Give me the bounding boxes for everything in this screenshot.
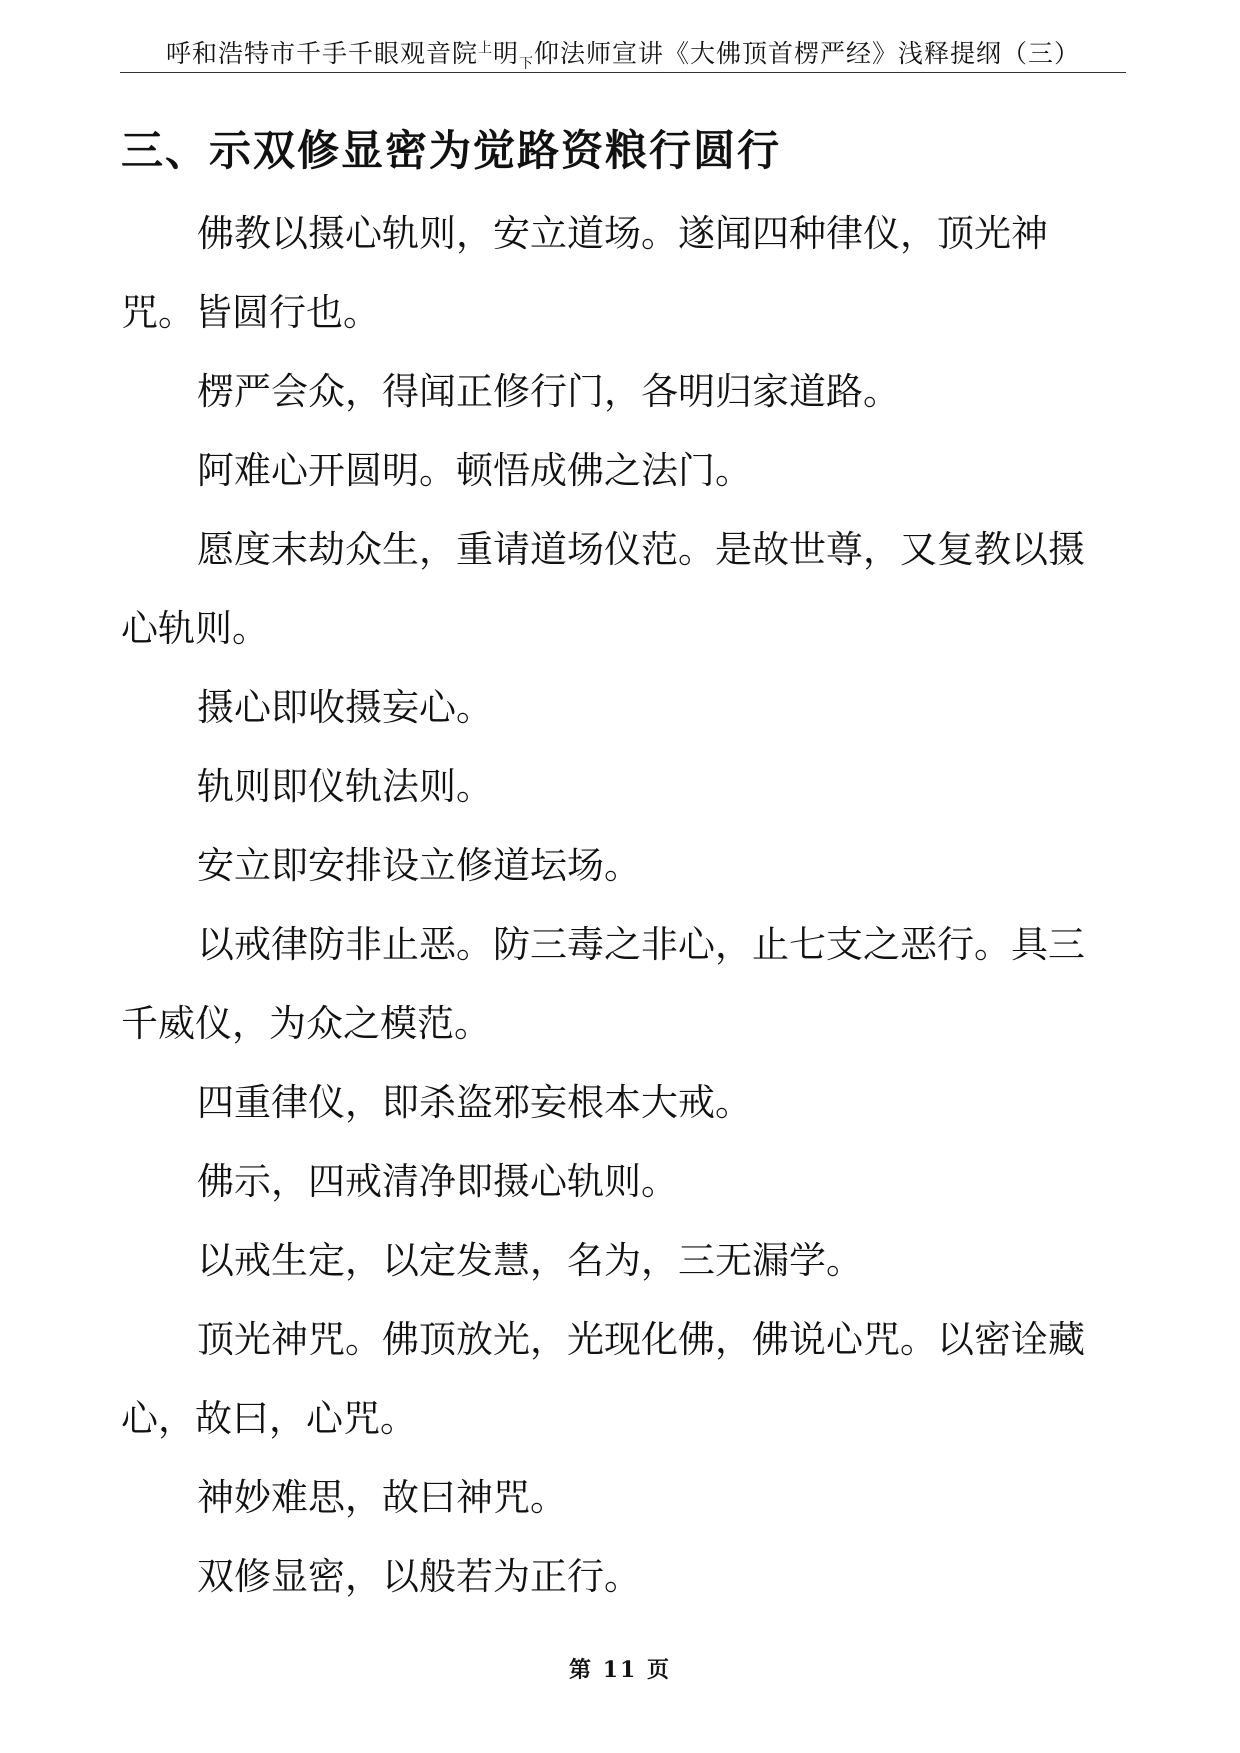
paragraph: 楞严会众，得闻正修行门，各明归家道路。 bbox=[197, 370, 900, 413]
paragraph: 四重律仪，即杀盗邪妄根本大戒。 bbox=[197, 1081, 752, 1124]
body-text bbox=[121, 194, 1116, 1616]
section-title: 三、示双修显密为觉路资粮行圆行 bbox=[121, 126, 782, 175]
paragraph: 顶光神咒。佛顶放光，光现化佛，佛说心咒。以密诠藏心，故曰，心咒。 bbox=[121, 1318, 1085, 1440]
header-text-part1: 呼和浩特市千手千眼观音院 bbox=[165, 39, 478, 68]
paragraph: 摄心即收摄妄心。 bbox=[197, 686, 493, 729]
header-text-part3: 仰法师宣讲《大佛顶首楞严经》浅释提纲（三） bbox=[534, 39, 1081, 68]
page-number: 第 11 页 bbox=[569, 1657, 671, 1683]
paragraph: 以戒律防非止恶。防三毒之非心，止七支之恶行。具三千威仪，为众之模范。 bbox=[121, 923, 1085, 1045]
paragraph: 愿度末劫众生，重请道场仪范。是故世尊，又复教以摄心轨则。 bbox=[121, 528, 1085, 650]
header-subscript: 下 bbox=[519, 56, 534, 72]
paragraph: 以戒生定，以定发慧，名为，三无漏学。 bbox=[197, 1239, 863, 1282]
header-divider bbox=[120, 72, 1126, 73]
paragraph: 佛示，四戒清净即摄心轨则。 bbox=[197, 1160, 678, 1203]
running-header bbox=[120, 34, 1126, 72]
paragraph: 轨则即仪轨法则。 bbox=[197, 765, 493, 808]
paragraph: 阿难心开圆明。顿悟成佛之法门。 bbox=[197, 449, 752, 492]
paragraph: 佛教以摄心轨则，安立道场。遂闻四种律仪，顶光神咒。皆圆行也。 bbox=[121, 212, 1048, 334]
header-text-part2: 明 bbox=[492, 39, 519, 68]
paragraph: 安立即安排设立修道坛场。 bbox=[197, 844, 641, 887]
paragraph: 双修显密，以般若为正行。 bbox=[197, 1555, 641, 1598]
header-superscript: 上 bbox=[477, 40, 493, 57]
paragraph: 神妙难思，故曰神咒。 bbox=[197, 1476, 567, 1519]
